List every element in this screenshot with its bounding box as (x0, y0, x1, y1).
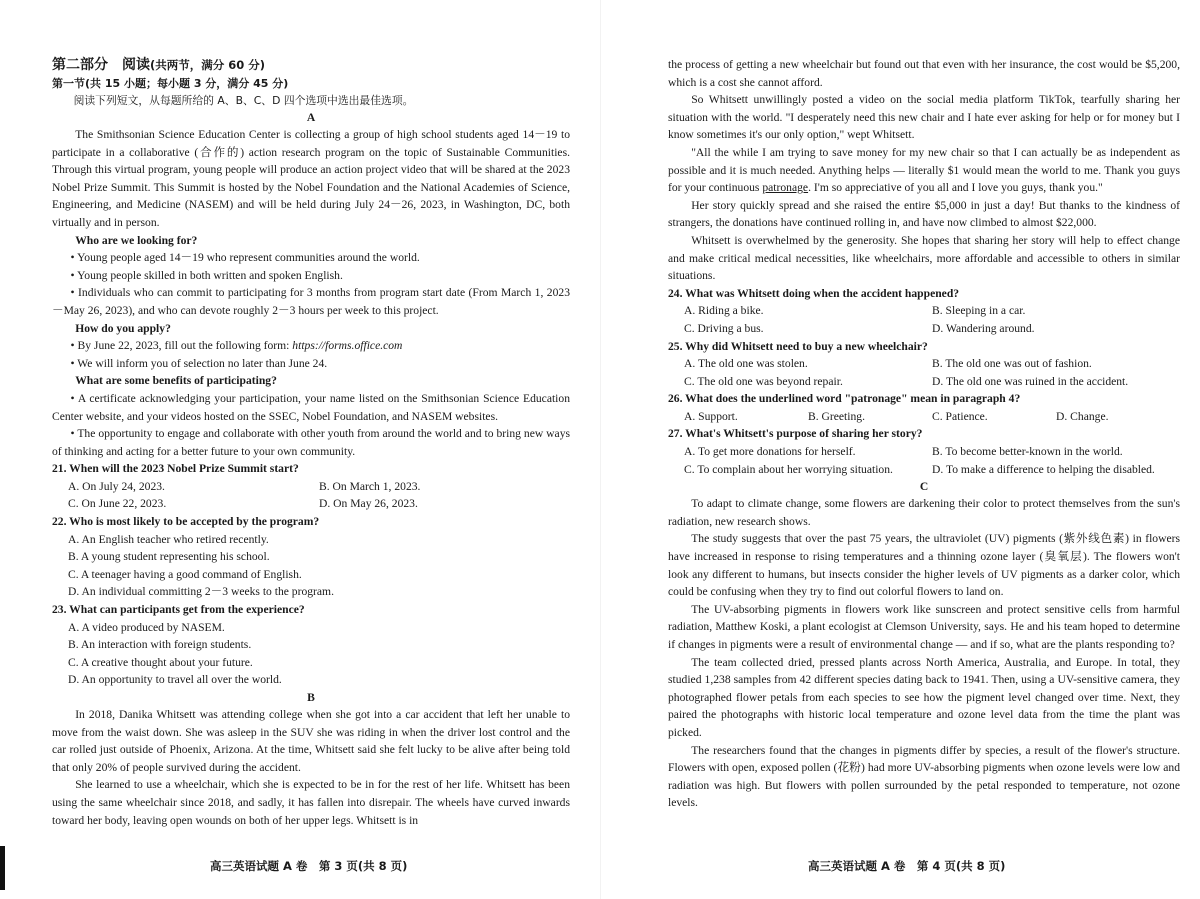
passage-a-paragraph-1: The Smithsonian Science Education Center is collecting a group of high school students aged 14－19 to participate in a collaborative (合作的) action research program on the topic of Sustainable Communities. Through this virtual program, young people will produce an action project video that will be shared at the 2023 Nobel Prize Summit. This Summit is hosted by the Nobel Foundation and the National Academies of Science, Engineering, and Medicine (NASEM) and will be held during July 24－26, 2023, in Washington, DC, both virtually and in person. (52, 128, 570, 229)
option-b: B. A young student representing his school. (68, 550, 270, 564)
passage-c-letter: C (919, 480, 929, 494)
option-d: D. To make a difference to helping the disabled. (932, 462, 1155, 476)
option-b: B. An interaction with foreign students. (68, 638, 252, 652)
underlined-word-patronage: patronage (762, 181, 809, 195)
scan-edge-mark (0, 846, 5, 890)
passage-a-bullet: • The opportunity to engage and collaborate with other youth from around the world and to bring new ways of thinking and acting for a better future to your own community. (52, 427, 570, 458)
question-25-options (668, 355, 1180, 390)
question-24: 24. What was Whitsett doing when the accident happened? (668, 286, 960, 300)
passage-c-paragraph-1: To adapt to climate change, some flowers are darkening their color to protect themselves from the sun's radiation, new research shows. (668, 497, 1180, 528)
instruction: 阅读下列短文，从每题所给的 A、B、C、D 四个选项中选出最佳选项。 (73, 94, 414, 107)
passage-a-bullet: • Individuals who can commit to participating for 3 months from program start date (From March 1, 2023－May 26, 2023), and who can devote roughly 2－3 hours per week to this project. (52, 286, 570, 317)
right-page (668, 56, 1180, 812)
option-a: A. The old one was stolen. (684, 357, 808, 371)
option-b: B. Greeting. (808, 409, 865, 423)
option-a: A. An English teacher who retired recently. (68, 532, 269, 546)
passage-b-paragraph-5: Her story quickly spread and she raised the entire $5,000 in just a day! But thanks to the kindness of strangers, the donations have continued rolling in, and have now climbed to almost $22,000. (668, 198, 1180, 230)
option-a: A. Support. (684, 409, 738, 423)
question-26-options (668, 408, 1180, 426)
form-text: • By June 22, 2023, fill out the following form: (70, 339, 293, 353)
passage-a-bullet-form (52, 337, 570, 355)
passage-b-paragraph-4 (668, 144, 1180, 197)
passage-c-paragraph-3: The UV-absorbing pigments in flowers work like sunscreen and protect sensitive cells from harmful radiation, Matthew Koski, a plant ecologist at Clemson University, says. He and his team hoped to determine if changes in pigments were a result of environmental change — and if so, what are the plants responding to? (668, 602, 1180, 651)
passage-b-paragraph-6: Whitsett is overwhelmed by the generosity. She hopes that sharing her story will help to effect change and make critical medical necessities, like wheelchairs, more affordable and accessible to others in similar situations. (668, 233, 1180, 283)
option-d: D. Change. (1056, 409, 1109, 423)
passage-b-paragraph-3: So Whitsett unwillingly posted a video on the social media platform TikTok, tearfully sharing her situation with the world. "I desperately need this new chair and I hate ever asking for help or for money but I know sometimes it's our only option," wept Whitsett. (668, 93, 1180, 142)
option-c: C. Driving a bus. (684, 321, 764, 335)
passage-a-bullet: • A certificate acknowledging your participation, your name listed on the Smithsonian Science Education Center website, and your videos hosted on the SSEC, Nobel Foundation, and NASEM websites. (52, 391, 570, 423)
question-25: 25. Why did Whitsett need to buy a new wheelchair? (668, 339, 928, 353)
passage-b-paragraph-1: In 2018, Danika Whitsett was attending college when she got into a car accident that left her unable to move from the waist down. She was asleep in the SUV she was riding in when the driver lost control and the car rolled just outside of Phoenix, Arizona. At the time, Whitsett said she felt lucky to be alive after being told that only 20% of people survived during the accident. (52, 708, 570, 774)
option-d: D. An opportunity to travel all over the world. (68, 673, 282, 687)
option-b: B. Sleeping in a car. (932, 304, 1026, 318)
option-a: A. Riding a bike. (684, 304, 764, 318)
passage-b-letter: B (307, 691, 315, 704)
passage-b-paragraph-2: She learned to use a wheelchair, which she is expected to be in for the rest of her life. Whitsett has been using the same wheelchair since 2018, and sadly, it has fallen into disrepair. The wheels have curved inwards toward her body, leaving open wounds on both of her upper legs. Whitsett is in (52, 778, 570, 827)
option-b: B. The old one was out of fashion. (932, 357, 1092, 371)
option-b: B. On March 1, 2023. (319, 479, 421, 493)
passage-a-heading-benefits: What are some benefits of participating? (75, 374, 277, 388)
passage-a-bullet: • Young people skilled in both written and spoken English. (70, 268, 343, 282)
passage-c-paragraph-4: The team collected dried, pressed plants across North America, Australia, and Europe. In total, they studied 1,238 samples from 42 different species dating back to 1941. Then, using a UV-sensitive camera, they photographed flower petals from each species to see how the pigment level changed over time. Next, they paired the photographs with historic local temperature and ozone level data from the time the plant was picked. (668, 655, 1180, 739)
part-title-main: 第二部分 阅读 (52, 57, 150, 73)
option-c: C. A creative thought about your future. (68, 655, 253, 669)
option-b: B. To become better-known in the world. (932, 445, 1123, 459)
option-c: C. A teenager having a good command of English. (68, 567, 302, 581)
left-page-footer: 高三英语试题 A 卷 第 3 页(共 8 页) (210, 859, 408, 873)
question-26: 26. What does the underlined word "patronage" mean in paragraph 4? (668, 392, 1021, 406)
passage-a-bullet: • We will inform you of selection no later than June 24. (70, 356, 328, 370)
option-a: A. To get more donations for herself. (684, 445, 856, 459)
part-title-note: (共两节，满分 60 分) (150, 58, 266, 72)
question-27-options (668, 443, 1180, 478)
paragraph-4-text: "All the while I am trying to save money for my new chair so that I can actually be as independent as possible and it is much needed. Anything helps — literally $1 would mean the world to me. Thank you guys for your continuous (668, 145, 1180, 195)
passage-a-bullet: • Young people aged 14－19 who represent communities around the world. (70, 251, 420, 265)
question-21-options (52, 478, 570, 513)
option-d: D. On May 26, 2023. (319, 497, 418, 511)
question-22-options (52, 531, 570, 601)
option-d: D. An individual committing 2－3 weeks to the program. (68, 585, 334, 599)
passage-a-letter: A (306, 111, 316, 124)
form-url-link[interactable]: https://forms.office.com (292, 339, 403, 353)
part-title (52, 56, 570, 75)
section-title: 第一节(共 15 小题；每小题 3 分，满分 45 分) (52, 77, 289, 90)
option-d: D. Wandering around. (932, 321, 1035, 335)
question-23-options (52, 619, 570, 689)
option-c: C. The old one was beyond repair. (684, 374, 843, 388)
option-c: C. To complain about her worrying situation. (684, 462, 893, 476)
left-page (52, 56, 570, 829)
option-d: D. The old one was ruined in the accident. (932, 374, 1129, 388)
right-page-footer: 高三英语试题 A 卷 第 4 页(共 8 页) (808, 859, 1006, 873)
page-fold (600, 0, 601, 899)
paragraph-4-text-end: . I'm so appreciative of you all and I love you guys, thank you." (808, 181, 1103, 195)
passage-c-paragraph-5: The researchers found that the changes in pigments differ by species, a result of the flower's structure. Flowers with open, exposed pollen (花粉) had more UV-absorbing pigments when ozone levels were low and radiation was high. But flowers with pollen surrounded by the petal responded to temperature, not ozone levels. (668, 743, 1180, 810)
question-22: 22. Who is most likely to be accepted by the program? (52, 515, 320, 529)
question-23: 23. What can participants get from the experience? (52, 603, 305, 617)
passage-b-paragraph-2-continued: the process of getting a new wheelchair but found out that even with her insurance, the cost would be $5,200, which is a cost she cannot afford. (668, 58, 1180, 89)
option-c: C. On June 22, 2023. (68, 497, 167, 511)
passage-c-paragraph-2: The study suggests that over the past 75 years, the ultraviolet (UV) pigments (紫外线色素) in flowers have increased in response to rising temperatures and a thinning ozone layer (臭氧层). The flowers won't look any different to humans, but insects consider the higher levels of UV pigments as a darker color, which could be confusing when they try to find out colorful flowers to land on. (668, 532, 1180, 599)
passage-a-heading-who: Who are we looking for? (75, 233, 198, 247)
option-a: A. On July 24, 2023. (68, 479, 165, 493)
option-c: C. Patience. (932, 409, 988, 423)
question-24-options (668, 302, 1180, 337)
question-21: 21. When will the 2023 Nobel Prize Summit start? (52, 462, 299, 476)
passage-a-heading-apply: How do you apply? (75, 321, 171, 335)
option-a: A. A video produced by NASEM. (68, 620, 225, 634)
question-27: 27. What's Whitsett's purpose of sharing her story? (668, 427, 923, 441)
